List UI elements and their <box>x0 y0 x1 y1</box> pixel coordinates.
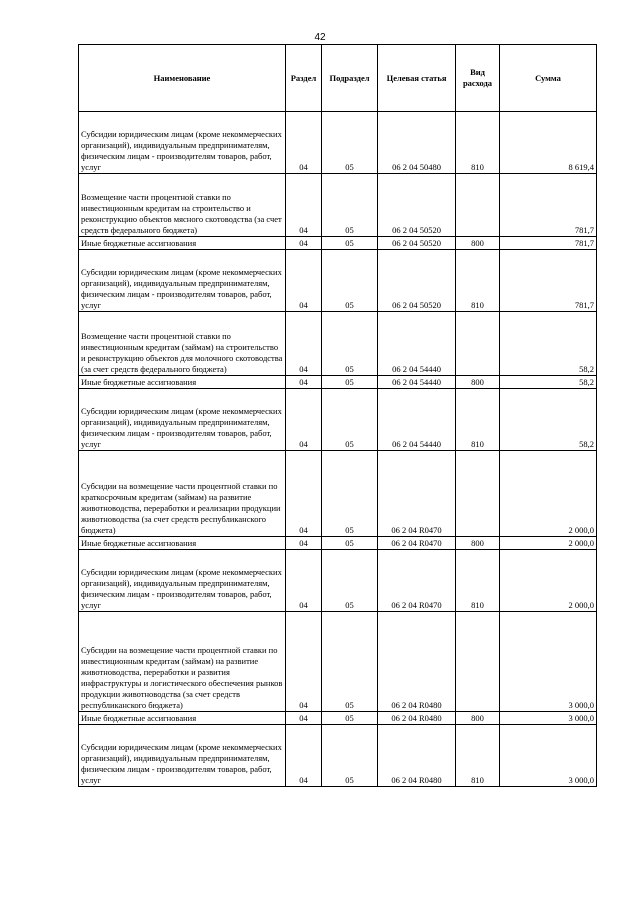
row-subsection: 05 <box>322 312 378 376</box>
table-header-row <box>79 45 597 112</box>
row-target: 06 2 04 50520 <box>378 237 456 250</box>
table-row <box>79 112 597 174</box>
row-sum: 2 000,0 <box>500 537 597 550</box>
row-sum: 781,7 <box>500 174 597 237</box>
row-section: 04 <box>286 389 322 451</box>
row-target: 06 2 04 R0480 <box>378 712 456 725</box>
table-row <box>79 537 597 550</box>
row-type <box>456 451 500 537</box>
row-subsection: 05 <box>322 451 378 537</box>
row-target: 06 2 04 R0470 <box>378 451 456 537</box>
page-number: 42 <box>314 32 326 43</box>
row-target: 06 2 04 R0480 <box>378 612 456 712</box>
row-sum: 58,2 <box>500 312 597 376</box>
row-type: 810 <box>456 389 500 451</box>
column-header-section: Раздел <box>286 45 322 112</box>
row-target: 06 2 04 R0470 <box>378 537 456 550</box>
row-sum: 58,2 <box>500 376 597 389</box>
row-subsection: 05 <box>322 237 378 250</box>
row-name: Субсидии юридическим лицам (кроме некоммерческих организаций), индивидуальным предпринимателям, физическим лицам - производителям товаров, работ, услуг <box>79 250 286 312</box>
row-section: 04 <box>286 237 322 250</box>
table-row <box>79 237 597 250</box>
column-header-name: Наименование <box>79 45 286 112</box>
row-target: 06 2 04 54440 <box>378 312 456 376</box>
row-subsection: 05 <box>322 174 378 237</box>
row-name: Возмещение части процентной ставки по инвестиционным кредитам на строительство и реконструкцию объектов мясного скотоводства (за счет средств федерального бюджета) <box>79 174 286 237</box>
row-subsection: 05 <box>322 725 378 787</box>
row-target: 06 2 04 50520 <box>378 174 456 237</box>
row-type: 810 <box>456 550 500 612</box>
row-name: Субсидии юридическим лицам (кроме некоммерческих организаций), индивидуальным предпринимателям, физическим лицам - производителям товаров, работ, услуг <box>79 112 286 174</box>
row-section: 04 <box>286 376 322 389</box>
row-target: 06 2 04 54440 <box>378 376 456 389</box>
row-section: 04 <box>286 537 322 550</box>
table-row <box>79 174 597 237</box>
row-type: 810 <box>456 250 500 312</box>
row-sum: 58,2 <box>500 389 597 451</box>
column-header-type: Вид расхода <box>456 45 500 112</box>
row-name: Иные бюджетные ассигнования <box>79 537 286 550</box>
row-sum: 2 000,0 <box>500 451 597 537</box>
row-section: 04 <box>286 312 322 376</box>
budget-table <box>78 44 597 787</box>
column-header-target: Целевая статья <box>378 45 456 112</box>
table-row <box>79 389 597 451</box>
row-section: 04 <box>286 112 322 174</box>
row-target: 06 2 04 50480 <box>378 112 456 174</box>
row-type: 810 <box>456 112 500 174</box>
row-name: Субсидии юридическим лицам (кроме некоммерческих организаций), индивидуальным предпринимателям, физическим лицам - производителям товаров, работ, услуг <box>79 389 286 451</box>
row-name: Иные бюджетные ассигнования <box>79 376 286 389</box>
row-subsection: 05 <box>322 537 378 550</box>
row-section: 04 <box>286 451 322 537</box>
table-row <box>79 725 597 787</box>
row-subsection: 05 <box>322 550 378 612</box>
row-type: 800 <box>456 712 500 725</box>
table-row <box>79 550 597 612</box>
row-type: 800 <box>456 376 500 389</box>
row-name: Субсидии на возмещение части процентной ставки по инвестиционным кредитам (займам) на развитие животноводства, переработки и развития инфраструктуры и логистического обеспечения рынков продукции животноводства (за счет средств республиканского бюджета) <box>79 612 286 712</box>
row-name: Субсидии юридическим лицам (кроме некоммерческих организаций), индивидуальным предпринимателям, физическим лицам - производителям товаров, работ, услуг <box>79 725 286 787</box>
column-header-subsection: Подраздел <box>322 45 378 112</box>
row-subsection: 05 <box>322 376 378 389</box>
table-row <box>79 250 597 312</box>
row-type <box>456 312 500 376</box>
row-type <box>456 612 500 712</box>
row-sum: 3 000,0 <box>500 712 597 725</box>
row-type: 800 <box>456 237 500 250</box>
row-type: 810 <box>456 725 500 787</box>
row-name: Субсидии юридическим лицам (кроме некоммерческих организаций), индивидуальным предпринимателям, физическим лицам - производителям товаров, работ, услуг <box>79 550 286 612</box>
row-subsection: 05 <box>322 112 378 174</box>
row-sum: 8 619,4 <box>500 112 597 174</box>
row-sum: 3 000,0 <box>500 725 597 787</box>
table-row <box>79 451 597 537</box>
row-sum: 3 000,0 <box>500 612 597 712</box>
row-subsection: 05 <box>322 389 378 451</box>
row-subsection: 05 <box>322 712 378 725</box>
row-target: 06 2 04 R0480 <box>378 725 456 787</box>
table-row <box>79 612 597 712</box>
row-sum: 781,7 <box>500 237 597 250</box>
row-sum: 781,7 <box>500 250 597 312</box>
row-target: 06 2 04 R0470 <box>378 550 456 612</box>
row-type <box>456 174 500 237</box>
row-subsection: 05 <box>322 250 378 312</box>
table-row <box>79 712 597 725</box>
column-header-sum: Сумма <box>500 45 597 112</box>
row-section: 04 <box>286 712 322 725</box>
row-section: 04 <box>286 612 322 712</box>
row-name: Иные бюджетные ассигнования <box>79 712 286 725</box>
row-section: 04 <box>286 250 322 312</box>
row-target: 06 2 04 50520 <box>378 250 456 312</box>
row-name: Иные бюджетные ассигнования <box>79 237 286 250</box>
row-subsection: 05 <box>322 612 378 712</box>
row-type: 800 <box>456 537 500 550</box>
row-section: 04 <box>286 174 322 237</box>
table-row <box>79 376 597 389</box>
row-section: 04 <box>286 550 322 612</box>
row-name: Возмещение части процентной ставки по инвестиционным кредитам (займам) на строительство и реконструкцию объектов для молочного скотоводства (за счет средств федерального бюджета) <box>79 312 286 376</box>
table-row <box>79 312 597 376</box>
row-section: 04 <box>286 725 322 787</box>
row-target: 06 2 04 54440 <box>378 389 456 451</box>
row-sum: 2 000,0 <box>500 550 597 612</box>
row-name: Субсидии на возмещение части процентной ставки по краткосрочным кредитам (займам) на развитие животноводства, переработки и реализации продукции животноводства (за счет средств республиканского бюджета) <box>79 451 286 537</box>
